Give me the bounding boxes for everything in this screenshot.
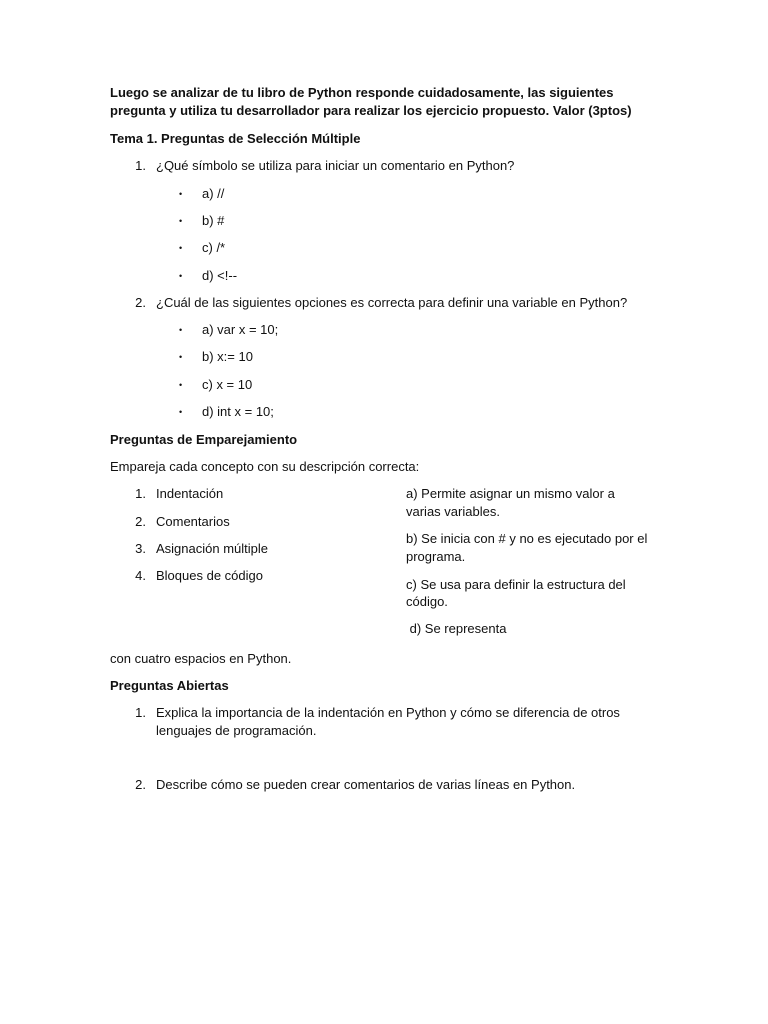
concept-number: 2. xyxy=(135,514,146,529)
description-item-b-line2: programa. xyxy=(406,549,466,564)
concept-number: 1. xyxy=(135,486,146,501)
open-question-line2: lenguajes de programación. xyxy=(156,723,317,738)
open-question-line1: Explica la importancia de la indentación en Python y cómo se diferencia de otros xyxy=(156,705,620,720)
option-item: b) # xyxy=(202,213,225,228)
bullet-icon: • xyxy=(179,216,183,226)
intro-line-1: Luego se analizar de tu libro de Python responde cuidadosamente, las siguientes xyxy=(110,85,614,100)
description-item-a-line2: varias variables. xyxy=(406,504,500,519)
bullet-icon: • xyxy=(179,271,183,281)
matching-instruction: Empareja cada concepto con su descripción correcta: xyxy=(110,459,420,474)
open-question-number: 2. xyxy=(135,777,146,792)
question-text: ¿Qué símbolo se utiliza para iniciar un comentario en Python? xyxy=(156,158,515,173)
intro-line-2: pregunta y utiliza tu desarrollador para realizar los ejercicio propuesto. Valor (3ptos) xyxy=(110,103,632,118)
matching-heading: Preguntas de Emparejamiento xyxy=(110,432,298,447)
option-item: c) x = 10 xyxy=(202,377,253,392)
open-heading: Preguntas Abiertas xyxy=(110,678,229,693)
option-item: d) int x = 10; xyxy=(202,404,274,419)
bullet-icon: • xyxy=(179,243,183,253)
option-item: c) /* xyxy=(202,240,226,255)
bullet-icon: • xyxy=(179,352,183,362)
concept-item: Indentación xyxy=(156,486,224,501)
description-item-c-line1: c) Se usa para definir la estructura del xyxy=(406,577,626,592)
concept-item: Asignación múltiple xyxy=(156,541,269,556)
matching-continuation: con cuatro espacios en Python. xyxy=(110,651,292,666)
option-item: a) // xyxy=(202,186,225,201)
description-item-c-line2: código. xyxy=(406,594,448,609)
bullet-icon: • xyxy=(179,325,183,335)
bullet-icon: • xyxy=(179,407,183,417)
option-item: d) <!-- xyxy=(202,268,238,283)
description-item-d: d) Se representa xyxy=(406,621,507,636)
concept-number: 3. xyxy=(135,541,146,556)
description-item-a-line1: a) Permite asignar un mismo valor a xyxy=(406,486,615,501)
option-item: a) var x = 10; xyxy=(202,322,279,337)
question-text: ¿Cuál de las siguientes opciones es correcta para definir una variable en Python? xyxy=(156,295,628,310)
bullet-icon: • xyxy=(179,380,183,390)
description-item-b-line1: b) Se inicia con # y no es ejecutado por el xyxy=(406,531,648,546)
open-question-number: 1. xyxy=(135,705,146,720)
concept-number: 4. xyxy=(135,568,146,583)
question-number: 1. xyxy=(135,158,146,173)
tema1-heading: Tema 1. Preguntas de Selección Múltiple xyxy=(110,131,361,146)
bullet-icon: • xyxy=(179,189,183,199)
open-question-line1: Describe cómo se pueden crear comentarios de varias líneas en Python. xyxy=(156,777,576,792)
concept-item: Comentarios xyxy=(156,514,230,529)
option-item: b) x:= 10 xyxy=(202,349,253,364)
concept-item: Bloques de código xyxy=(156,568,263,583)
question-number: 2. xyxy=(135,295,146,310)
